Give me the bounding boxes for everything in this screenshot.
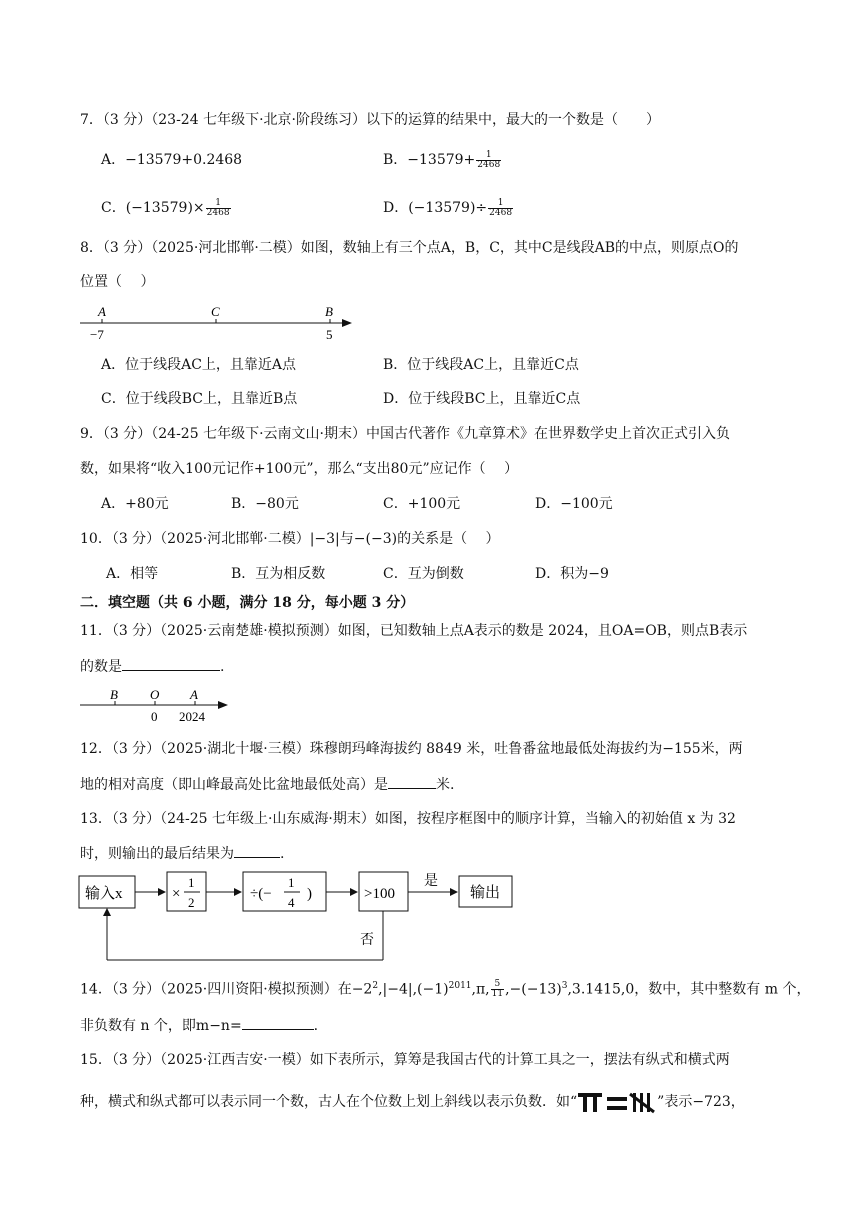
q9-option-d: D．−100元 — [535, 496, 613, 512]
point-o-label: O — [150, 687, 160, 702]
point-a-label: A — [98, 304, 106, 319]
section-heading: 二．填空题（共 6 小题，满分 18 分，每小题 3 分） — [80, 595, 415, 611]
q7-option-d: D．(−13579)÷ $\frac{1}{2468}$ — [383, 197, 513, 218]
q8-option-d: D．位于线段BC上，且靠近C点 — [383, 391, 581, 407]
q7-option-b: B．−13579+ $\frac{1}{2468}$ — [383, 149, 501, 170]
q10-option-b: B．互为相反数 — [231, 566, 326, 582]
answer-blank — [234, 843, 280, 858]
q8-option-b: B．位于线段AC上，且靠近C点 — [383, 357, 579, 373]
point-c-label: C — [211, 304, 220, 319]
point-b-label: B — [325, 304, 333, 319]
q8-number-line — [78, 302, 360, 342]
tick-label: −7 — [90, 327, 104, 342]
q8-option-c: C．位于线段BC上，且靠近B点 — [101, 391, 298, 407]
q9-option-c: C．+100元 — [383, 496, 461, 512]
q11-stem: 11．（3 分）（2025·云南楚雄·模拟预测）如图，已知数轴上点A表示的数是 2024，且OA=OB，则点B表示 — [80, 623, 748, 639]
fraction: $\frac{1}{2468}$ — [489, 197, 513, 218]
q7-option-a: A．−13579+0.2468 — [101, 152, 243, 168]
q9-option-a: A．+80元 — [101, 496, 169, 512]
q10-option-a: A．相等 — [106, 566, 159, 582]
flow-output-box: 输出 — [470, 885, 501, 901]
q14-stem: 14．（3 分）（2025·四川资阳·模拟预测）在$-2^2,|-4|,(-1)^{2011},\pi$, $\frac{5}{11}$ $,-(-13)^3,3.1415,0$，数中，其中整数有 m 个， — [80, 979, 811, 1000]
q15-stem: 15．（3 分）（2025·江西吉安·一模）如下表所示，算筹是我国古代的计算工具之一，摆法有纵式和横式两 — [80, 1052, 730, 1068]
flow-no-label: 否 — [360, 933, 374, 948]
q11-number-line — [78, 684, 238, 724]
q10-option-c: C．互为倒数 — [383, 566, 464, 582]
fraction-denominator: 2 — [188, 895, 195, 910]
point-b-label: B — [110, 687, 118, 702]
q7-stem: 7．（3 分）（23-24 七年级下·北京·阶段练习）以下的运算的结果中，最大的一个数是（ ） — [80, 112, 660, 128]
q12-stem: 12．（3 分）（2025·湖北十堰·三模）珠穆朗玛峰海拔约 8849 米，吐鲁番盆地最低处海拔约为−155米，两 — [80, 741, 743, 757]
q11-stem-cont: 的数是 . — [80, 656, 224, 677]
q7-option-c: C．(−13579)× $\frac{1}{2468}$ — [101, 197, 230, 218]
tick-label: 2024 — [179, 709, 205, 724]
q14-stem-cont: 非负数有 n 个，即m−n= . — [80, 1015, 318, 1036]
flow-compare-box: >100 — [364, 886, 395, 902]
q10-option-d: D．积为−9 — [535, 566, 609, 582]
tick-label: 0 — [151, 709, 158, 724]
q9-stem: 9．（3 分）（24-25 七年级下·云南文山·期末）中国古代著作《九章算术》在世界数学史上首次正式引入负 — [80, 426, 730, 442]
q9-stem-cont: 数，如果将“收入100元记作+100元”，那么“支出80元”应记作（ ） — [80, 461, 519, 477]
q8-option-a: A．位于线段AC上，且靠近A点 — [101, 357, 297, 373]
fraction: $\frac{1}{2468}$ — [206, 197, 230, 218]
q13-stem: 13．（3 分）（24-25 七年级上·山东威海·期末）如图，按程序框图中的顺序计算，当输入的初始值 x 为 32 — [80, 811, 736, 827]
flow-divide-close: ) — [307, 886, 312, 902]
q8-stem: 8．（3 分）（2025·河北邯郸·二模）如图，数轴上有三个点A，B，C，其中C是线段AB的中点，则原点O的 — [80, 240, 739, 256]
fraction-numerator: 1 — [288, 875, 295, 890]
flow-input-box: 输入x — [85, 886, 123, 902]
tick-label: 5 — [326, 327, 333, 342]
point-a-label: A — [190, 687, 198, 702]
q13-stem-cont: 时，则输出的最后结果为 . — [80, 843, 284, 864]
q9-option-b: B．−80元 — [231, 496, 299, 512]
flow-divide-box: ÷(− — [250, 886, 272, 902]
answer-blank — [388, 774, 436, 789]
answer-blank — [242, 1015, 314, 1030]
rod-numeral-image — [577, 1090, 657, 1114]
fraction: $\frac{5}{11}$ — [491, 979, 504, 1000]
q8-stem-cont: 位置（ ） — [80, 274, 155, 290]
q15-stem-cont: 种，横式和纵式都可以表示同一个数，古人在个位数上划上斜线以表示负数．如“ ”表示−723， — [80, 1090, 745, 1114]
fraction-denominator: 4 — [288, 895, 295, 910]
q13-flowchart — [76, 868, 520, 964]
fraction-numerator: 1 — [188, 875, 195, 890]
q10-stem: 10．（3 分）（2025·河北邯郸·二模）|−3|与−(−3)的关系是（ ） — [80, 531, 500, 547]
fraction: $\frac{1}{2468}$ — [477, 149, 501, 170]
answer-blank — [122, 656, 220, 671]
flow-multiply-box: × — [172, 886, 181, 902]
q12-stem-cont: 地的相对高度（即山峰最高处比盆地最低处高）是 米. — [80, 774, 454, 795]
flow-yes-label: 是 — [424, 874, 438, 889]
